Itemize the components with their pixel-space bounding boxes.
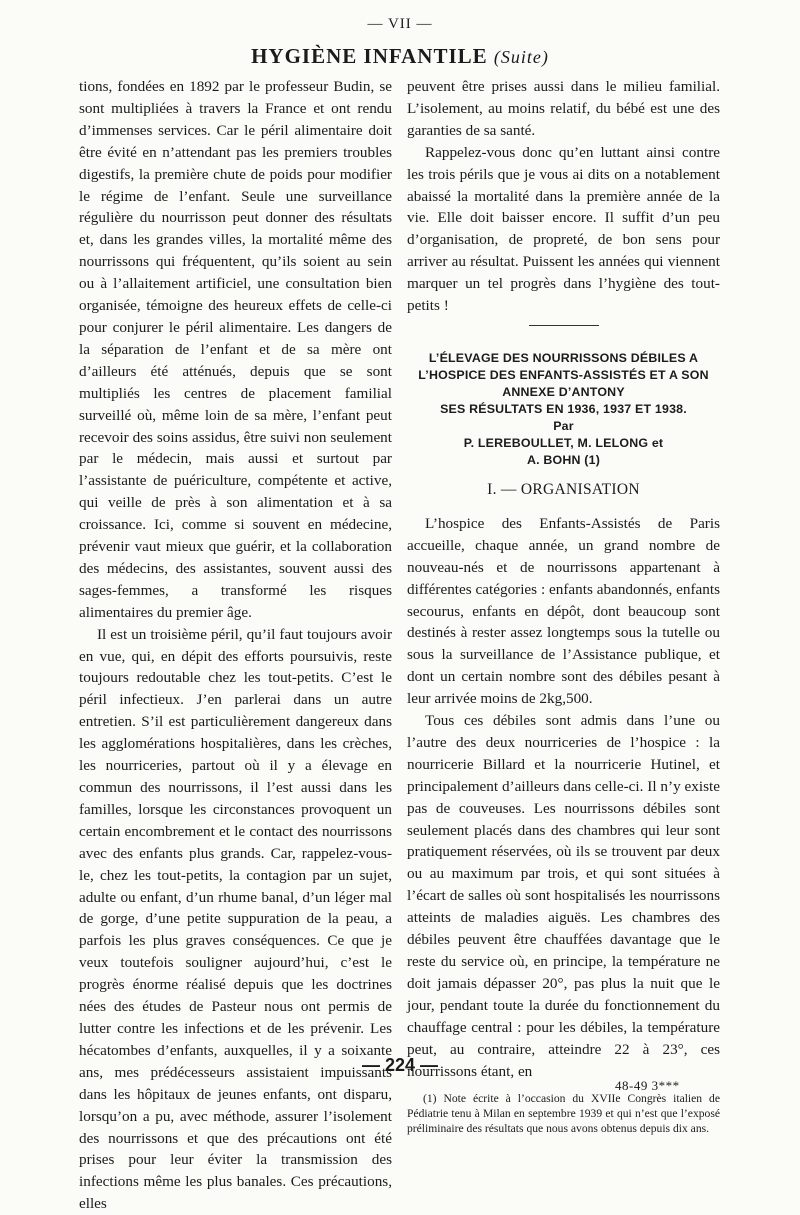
- article-title: [407, 350, 720, 469]
- right-paragraph-2: Rappelez-vous donc qu’en luttant ainsi contre les trois périls que je vous ai dits on a notablement abaissé la mortalité dans la première année de la vie. Elle doit baisser encore. Il suffit d’un peu d’organisation, de propreté, de bon sens pour arriver au résultat. Puissent les années qui viennent marquer un tel progrès dans l’hygiène des tout-petits !: [407, 143, 720, 315]
- left-paragraph-2: Il est un troisième péril, qu’il faut toujours avoir en vue, qui, en dépit des efforts poursuivis, reste toujours redoutable chez les tout-petits. C’est le péril infectieux. J’en parlerai dans un autre entretien. S’il est particulièrement dangereux dans les agglomérations hospitalières, dans les crèches, les nourriceries, partout où il y a élevage en commun des nourrissons, il l’est aussi dans les familles, lorsque les circonstances provoquent un certain encombrement et le contact des nourrissons avec des enfants plus grands. Car, rappelez-vous-le, chez les tout-petits, la contagion par un sujet, adulte ou enfant, d’un rhume banal, d’un léger mal de gorge, d’une petite suppuration de la peau, a parfois les plus graves conséquences. Ce que je veux toutefois souligner aujourd’hui, c’est le progrès énorme réalisé depuis que les doctrines nées des études de Pasteur nous ont permis de lutter contre les infections et de les prévenir. Les hécatombes d’enfants, auxquelles, il y a soixante ans, mes prédécesseurs assistaient impuissants dans les hôpitaux de jeunes enfants, ont disparu, lorsqu’on a pu, avec méthode, assurer l’isolement des nourrissons et que des précautions ont été prises pour leur éviter la transmission des infections même les plus banales. Ces précautions, elles: [79, 625, 392, 1213]
- article-title-line-1: L’ÉLEVAGE DES NOURRISSONS DÉBILES A: [428, 350, 699, 365]
- article-paragraph-2: Tous ces débiles sont admis dans l’une ou l’autre des deux nourriceries de l’hospice : la nourricerie Billard et la nourricerie Hutinel, et principalement d’ailleurs dans celle-ci. Il n’y existe pas de couveuses. Les nourrissons débiles sont seulement placés dans des chambres qui leur sont pratiquement réservées, où ils se trouvent par deux ou au maximum par trois, et qui sont situées à l’écart de salles où sont hospitalisés les nourrissons atteints de maladies aiguës. Les chambres des débiles peuvent être chauffées davantage que le reste du service où, en principe, la température ne doit jamais dépasser 20°, pas plus la nuit que le jour, pendant toute la durée du fonctionnement du chauffage central : pour les débiles, la température peut, au contraire, atteindre 22 à 23°, ces nourrissons étant, en: [407, 712, 720, 1080]
- right-column: [407, 76, 720, 1136]
- footnote: [407, 1092, 720, 1136]
- article-authors-line-1: P. LEREBOULLET, M. LELONG et: [463, 435, 664, 450]
- footnote-text: (1) Note écrite à l’occasion du XVIIe Congrès italien de Pédiatrie tenu à Milan en septembre 1939 et qui n’est que l’exposé préliminaire des résultats que nous avons obtenus depuis dix ans.: [407, 1092, 720, 1135]
- page-number: — 224 —: [361, 1055, 439, 1075]
- article-authors-line-2: A. BOHN (1): [526, 452, 601, 467]
- left-column: [79, 76, 392, 1215]
- printer-signature: 48-49 3***: [615, 1078, 680, 1093]
- section-heading: I. — ORGANISATION: [487, 480, 640, 498]
- article-par: Par: [553, 418, 574, 433]
- article-title-line-4: SES RÉSULTATS EN 1936, 1937 ET 1938.: [440, 401, 687, 416]
- left-paragraph-1: tions, fondées en 1892 par le professeur Budin, se sont multipliées à travers la France et ont rendu d’immenses services. Car le péril alimentaire doit être évité en n’attendant pas les premiers troubles digestifs, la première chute de poids pour modifier le régime de l’enfant. Seule une surveillance régulière du nourrisson peut donner des résultats et, dans les grandes villes, la mortalité même des nourrissons qui fréquentent, qu’ils soient au sein ou à l’allaitement artificiel, une consultation bien organisée, témoigne des heureux effets de celle-ci pour conjurer le péril alimentaire. Les dangers de la séparation de l’enfant et de sa mère ont d’ailleurs été atténués, depuis que se sont multipliés les centres de placement familial surveillé où, même loin de sa mère, l’enfant peut recevoir des soins assidus, être suivi non seulement par le médecin, mais aussi et surtout par l’assistante de puériculture, compétente et active, qui veille de près à son alimentation et à sa croissance. Ici, comme si souvent en médecine, prévenir vaut mieux que guérir, et la collaboration des médecins, des assistantes, souvent aussi des sages-femmes, a transformé les risques alimentaires du premier âge.: [79, 78, 392, 621]
- running-title-suite: (Suite): [493, 47, 549, 67]
- right-paragraph-1: peuvent être prises aussi dans le milieu familial. L’isolement, au moins relatif, du bébé est une des garanties de sa santé.: [407, 78, 720, 139]
- running-title: [0, 44, 800, 69]
- page-roman-numeral: — VII —: [367, 16, 433, 32]
- running-title-text: HYGIÈNE INFANTILE: [251, 44, 488, 68]
- article-title-line-2: L’HOSPICE DES ENFANTS-ASSISTÉS ET A SON: [418, 367, 709, 382]
- article-paragraph-1: L’hospice des Enfants-Assistés de Paris accueille, chaque année, un grand nombre de nouveau-nés et de nourrissons appartenant à différentes catégories : enfants abandonnés, enfants secourus, enfants en dépôt, dont beaucoup sont destinés à rester assez longtemps sous la tutelle ou sous la surveillance de l’Assistance publique, et dont un certain nombre sont des débiles pesant à leur arrivée moins de 2kg,500.: [407, 514, 720, 708]
- article-title-line-3: ANNEXE D’ANTONY: [502, 384, 625, 399]
- section-divider: [529, 325, 599, 326]
